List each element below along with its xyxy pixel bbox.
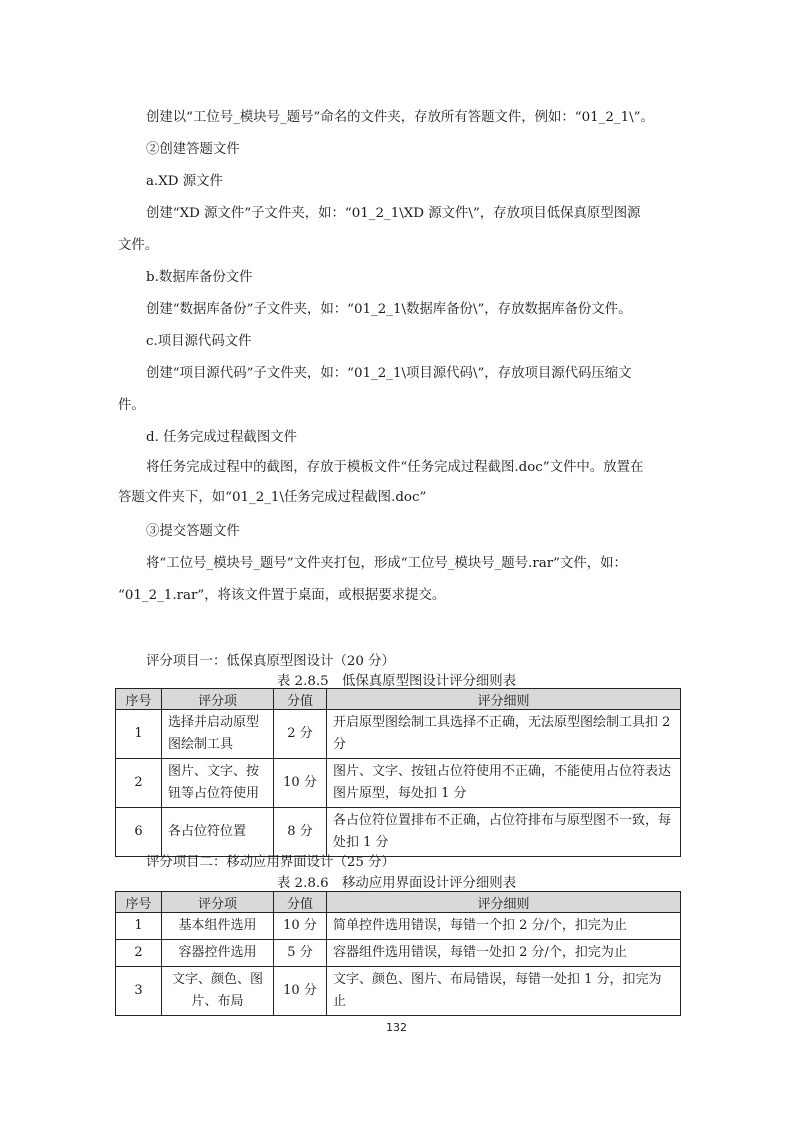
paragraph-continued: “01_2_1.rar”，将该文件置于桌面，或根据要求提交。 [118, 588, 446, 603]
scoring-item: 图片、文字、按钮等占位符使用 [162, 759, 274, 808]
scoring-table-1 [115, 688, 681, 857]
column-header: 分值 [274, 892, 327, 913]
table-row [116, 808, 681, 857]
paragraph-continued: 答题文件夹下，如“01_2_1\任务完成过程截图.doc” [118, 490, 427, 505]
column-header: 分值 [274, 689, 327, 710]
column-header: 评分细则 [327, 689, 681, 710]
table-header-row [116, 689, 681, 710]
table-row [116, 710, 681, 759]
column-header: 评分细则 [327, 892, 681, 913]
paragraph-heading: ③提交答题文件 [146, 524, 240, 539]
scoring-detail: 容器组件选用错误，每错一处扣 2 分/个，扣完为止 [327, 940, 681, 967]
paragraph: 将任务完成过程中的截图，存放于模板文件“任务完成过程截图.doc”文件中。放置在 [146, 460, 644, 475]
row-number: 3 [116, 967, 162, 1016]
scoring-item: 各占位符位置 [162, 808, 274, 857]
row-number: 1 [116, 710, 162, 759]
row-number: 1 [116, 913, 162, 940]
column-header: 序号 [116, 892, 162, 913]
row-number: 2 [116, 940, 162, 967]
scoring-detail: 各占位符位置排布不正确，占位符排布与原型图不一致，每处扣 1 分 [327, 808, 681, 857]
paragraph-subheading: a.XD 源文件 [146, 174, 223, 189]
table-row [116, 940, 681, 967]
paragraph: 创建“项目源代码”子文件夹，如：“01_2_1\项目源代码\”，存放项目源代码压缩文 [146, 366, 632, 381]
paragraph-continued: 件。 [118, 398, 145, 413]
paragraph: 创建“XD 源文件”子文件夹，如：“01_2_1\XD 源文件\”，存放项目低保真原型图源 [146, 206, 641, 221]
scoring-item: 文字、颜色、图片、布局 [162, 967, 274, 1016]
section-title: 评分项目一：低保真原型图设计（20 分） [146, 654, 395, 669]
row-number: 2 [116, 759, 162, 808]
paragraph-subheading: b.数据库备份文件 [146, 270, 253, 285]
score-value: 5 分 [274, 940, 327, 967]
score-value: 8 分 [274, 808, 327, 857]
page-number: 132 [386, 1021, 407, 1034]
table-row [116, 967, 681, 1016]
table-header-row [116, 892, 681, 913]
table-caption: 表 2.8.5 低保真原型图设计评分细则表 [276, 674, 517, 689]
paragraph-subheading: c.项目源代码文件 [146, 334, 252, 349]
scoring-detail: 图片、文字、按钮占位符使用不正确，不能使用占位符表达图片原型，每处扣 1 分 [327, 759, 681, 808]
scoring-detail: 开启原型图绘制工具选择不正确，无法原型图绘制工具扣 2 分 [327, 710, 681, 759]
paragraph-subheading: d. 任务完成过程截图文件 [146, 430, 297, 445]
scoring-detail: 简单控件选用错误，每错一个扣 2 分/个，扣完为止 [327, 913, 681, 940]
paragraph: 将“工位号_模块号_题号”文件夹打包，形成“工位号_模块号_题号.rar”文件，如： [146, 556, 627, 571]
row-number: 6 [116, 808, 162, 857]
scoring-detail: 文字、颜色、图片、布局错误，每错一处扣 1 分，扣完为止 [327, 967, 681, 1016]
paragraph: 创建以“工位号_模块号_题号”命名的文件夹，存放所有答题文件，例如：“01_2_1\”。 [146, 110, 654, 125]
table-caption: 表 2.8.6 移动应用界面设计评分细则表 [276, 876, 517, 891]
column-header: 序号 [116, 689, 162, 710]
section-title: 评分项目二：移动应用界面设计（25 分） [146, 855, 395, 870]
table-row [116, 759, 681, 808]
score-value: 10 分 [274, 913, 327, 940]
paragraph-continued: 文件。 [118, 238, 159, 253]
paragraph-heading: ②创建答题文件 [146, 142, 240, 157]
score-value: 2 分 [274, 710, 327, 759]
scoring-table-2 [115, 891, 681, 1016]
scoring-item: 选择并启动原型图绘制工具 [162, 710, 274, 759]
paragraph: 创建“数据库备份”子文件夹，如：“01_2_1\数据库备份\”，存放数据库备份文件。 [146, 302, 632, 317]
score-value: 10 分 [274, 759, 327, 808]
column-header: 评分项 [162, 892, 274, 913]
score-value: 10 分 [274, 967, 327, 1016]
scoring-item: 基本组件选用 [162, 913, 274, 940]
table-row [116, 913, 681, 940]
scoring-item: 容器控件选用 [162, 940, 274, 967]
column-header: 评分项 [162, 689, 274, 710]
